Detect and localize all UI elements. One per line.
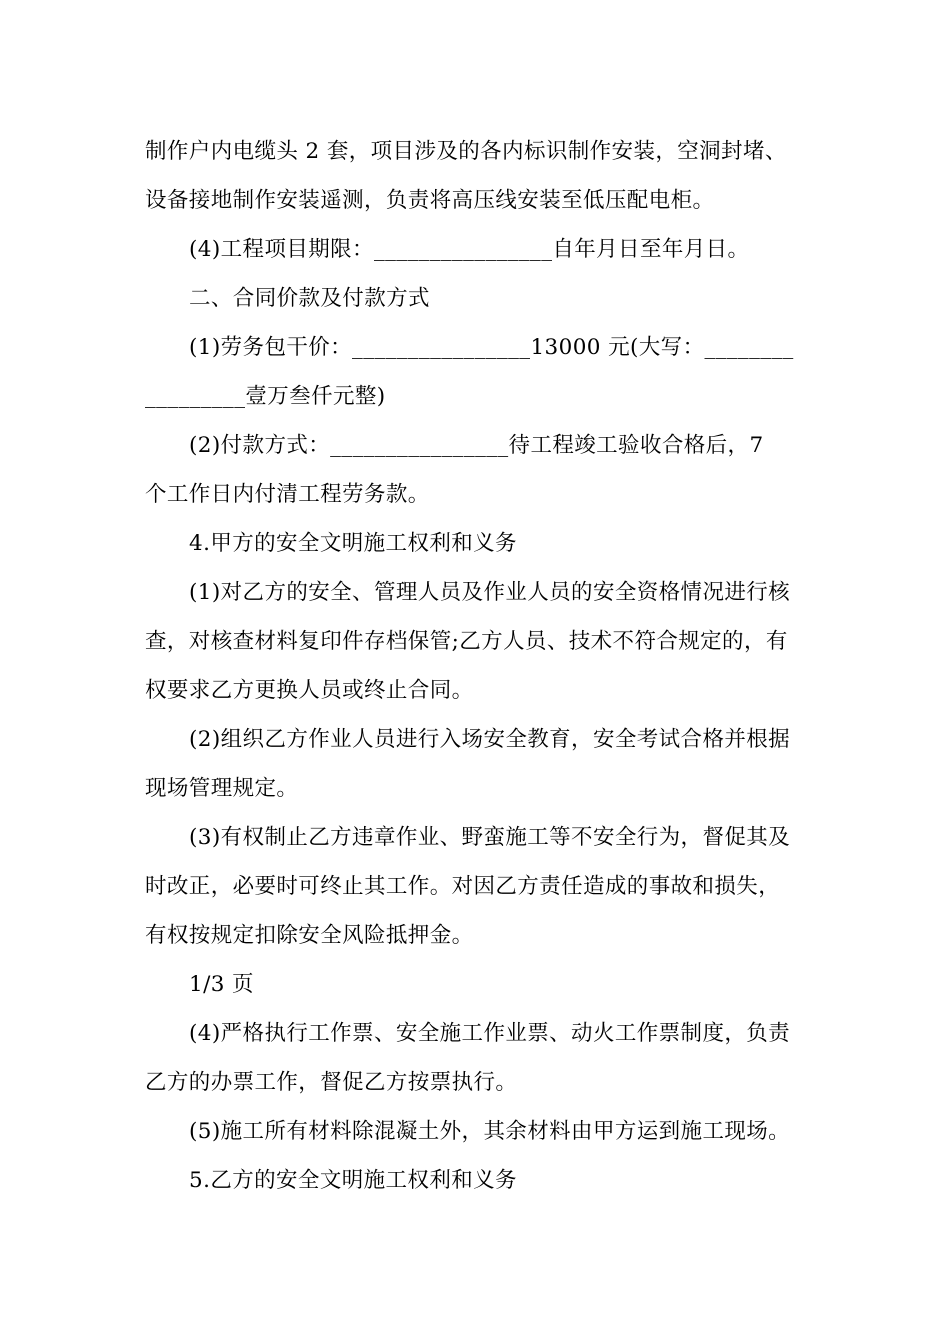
paragraph-line: 权要求乙方更换人员或终止合同。 [145, 678, 474, 703]
paragraph-line: 查，对核查材料复印件存档保管;乙方人员、技术不符合规定的，有 [145, 629, 788, 654]
page-number: 1/3 页 [189, 972, 254, 997]
paragraph-line: 乙方的办票工作，督促乙方按票执行。 [145, 1070, 518, 1095]
paragraph-line: (4)工程项目期限：________________自年月日至年月日。 [189, 237, 750, 262]
paragraph-line: (1)劳务包干价：________________13000 元(大写：________ [189, 335, 794, 360]
paragraph-line: 有权按规定扣除安全风险抵押金。 [145, 923, 474, 948]
section-heading: 4.甲方的安全文明施工权利和义务 [189, 531, 517, 556]
document-body [145, 127, 811, 1205]
paragraph-line: 时改正，必要时可终止其工作。对因乙方责任造成的事故和损失， [145, 874, 781, 899]
paragraph-line: 设备接地制作安装遥测，负责将高压线安装至低压配电柜。 [145, 188, 715, 213]
paragraph-line: 制作户内电缆头 2 套，项目涉及的各内标识制作安装，空洞封堵、 [145, 139, 787, 164]
paragraph-line: (2)付款方式：________________待工程竣工验收合格后，7 [189, 433, 764, 458]
paragraph-line: _________壹万叁仟元整) [145, 384, 386, 409]
paragraph-line: (1)对乙方的安全、管理人员及作业人员的安全资格情况进行核 [189, 580, 791, 605]
paragraph-line: 个工作日内付清工程劳务款。 [145, 482, 430, 507]
paragraph-line: (3)有权制止乙方违章作业、野蛮施工等不安全行为，督促其及 [189, 825, 791, 850]
section-heading: 5.乙方的安全文明施工权利和义务 [189, 1168, 517, 1193]
paragraph-line: (5)施工所有材料除混凝土外，其余材料由甲方运到施工现场。 [189, 1119, 791, 1144]
paragraph-line: (4)严格执行工作票、安全施工作业票、动火工作票制度，负责 [189, 1021, 791, 1046]
paragraph-line: 现场管理规定。 [145, 776, 299, 801]
section-heading: 二、合同价款及付款方式 [189, 286, 430, 311]
paragraph-line: (2)组织乙方作业人员进行入场安全教育，安全考试合格并根据 [189, 727, 791, 752]
